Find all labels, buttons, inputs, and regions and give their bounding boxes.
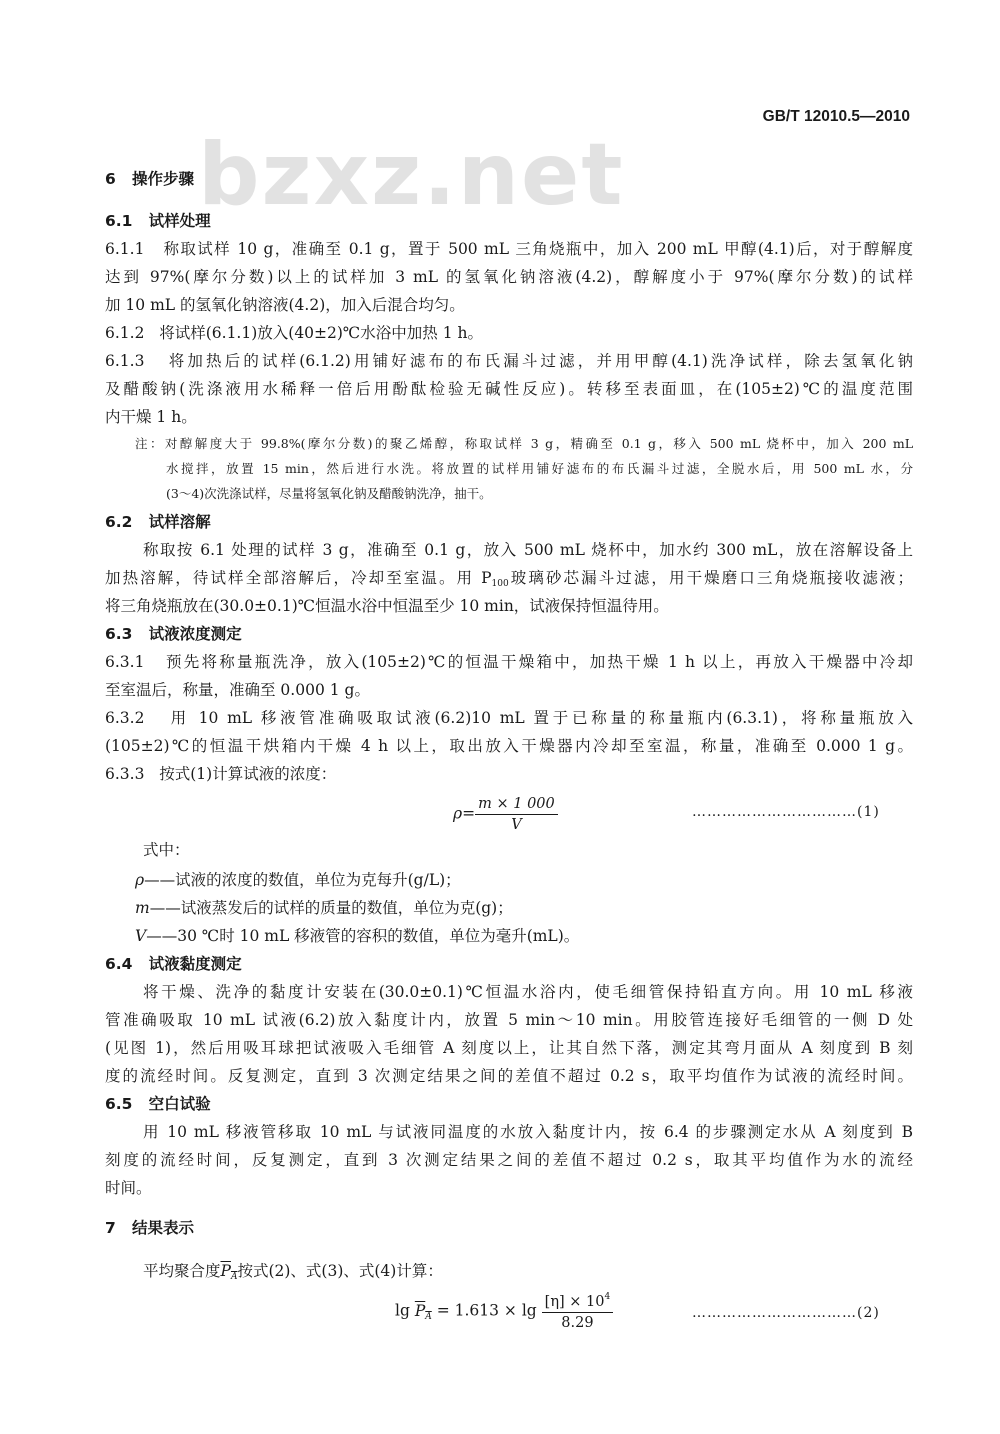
paragraph-text: 平均聚合度 [143, 1262, 221, 1280]
paragraph-text: 按式(2)、式(3)、式(4)计算： [237, 1262, 443, 1280]
paragraph-6-1-3-line-2: 及醋酸钠(洗涤液用水稀释一倍后用酚酞检验无碱性反应)。转移至表面皿，在(105±2)℃的温度范围 [105, 380, 913, 398]
paragraph-6-1-3-line-3: 内干燥 1 h。 [105, 408, 197, 426]
definition: ——30 ℃时 10 mL 移液管的容积的数值，单位为毫升(mL)。 [146, 927, 580, 945]
note-line-2: 水搅拌，放置 15 min，然后进行水洗。将放置的试样用铺好滤布的布氏漏斗过滤，全脱水后，用 500 mL 水，分 [166, 461, 913, 476]
equation-1-number: ……………………………(1) [692, 804, 880, 820]
denominator: 8.29 [561, 1315, 594, 1331]
section-number: 7 [105, 1219, 116, 1237]
clause-number: 6.3.2 [105, 709, 145, 727]
paragraph-6-5-line-3: 时间。 [105, 1179, 152, 1197]
paragraph-6-1-3-line-1 [105, 354, 913, 370]
subsection-number: 6.4 [105, 955, 133, 973]
section-title: 操作步骤 [132, 170, 195, 188]
paragraph-7 [143, 1264, 443, 1282]
paragraph-6-3-3 [105, 767, 336, 783]
paragraph-text: 预先将称量瓶洗净，放入(105±2)℃的恒温干燥箱中，加热干燥 1 h 以上，再放入干燥器中冷却 [166, 653, 914, 671]
paragraph-6-3-2-line-2: (105±2)℃的恒温干烘箱内干燥 4 h 以上，取出放入干燥器内冷却至室温，称量，准确至 0.000 1 g。 [105, 737, 913, 755]
where-label: 式中： [143, 841, 190, 859]
clause-number: 6.3.1 [105, 653, 145, 671]
subscript: A [425, 1311, 432, 1322]
subsection-6-5-heading [105, 1097, 211, 1113]
numerator-text: [η] × 10 [544, 1294, 605, 1310]
subsection-number: 6.2 [105, 513, 133, 531]
section-6-heading [105, 172, 194, 188]
subsection-title: 试样处理 [148, 212, 211, 230]
where-m [135, 901, 513, 917]
rho-symbol: ρ [453, 804, 463, 823]
denominator: V [511, 817, 522, 833]
subsection-title: 试液黏度测定 [148, 955, 242, 973]
subsection-6-3-heading [105, 627, 242, 643]
subsection-number: 6.3 [105, 625, 133, 643]
paragraph-6-4-line-1: 将干燥、洗净的黏度计安装在(30.0±0.1)℃恒温水浴内，使毛细管保持铅直方向。用 10 mL 移液 [143, 983, 913, 1001]
clause-number: 6.3.3 [105, 765, 145, 783]
numerator [542, 1292, 614, 1313]
subsection-title: 试液浓度测定 [148, 625, 242, 643]
subsection-number: 6.5 [105, 1095, 133, 1113]
where-v [135, 929, 579, 945]
symbol: P [414, 1301, 426, 1320]
paragraph-text: 将试样(6.1.1)放入(40±2)℃水浴中加热 1 h。 [159, 324, 483, 342]
where-rho [135, 873, 461, 889]
paragraph-6-1-1-line-3: 加 10 mL 的氢氧化钠溶液(4.2)，加入后混合均匀。 [105, 296, 465, 314]
subscript: A [230, 1272, 238, 1282]
equation-1 [453, 796, 558, 833]
numerator: m × 1 000 [475, 796, 558, 815]
subsection-6-4-heading [105, 957, 242, 973]
paragraph-6-1-1-line-2: 达到 97%(摩尔分数)以上的试样加 3 mL 的氢氧化钠溶液(4.2)，醇解度小于 97%(摩尔分数)的试样 [105, 268, 913, 286]
equation-rhs: = 1.613 × lg [436, 1301, 537, 1320]
paragraph-6-4-line-4: 度的流经时间。反复测定，直到 3 次测定结果之间的差值不超过 0.2 s，取平均值作为试液的流经时间。 [105, 1067, 913, 1085]
paragraph-6-4-line-3: (见图 1)，然后用吸耳球把试液吸入毛细管 A 刻度以上，让其自然下落，测定其弯月面从 A 刻度到 B 刻 [105, 1039, 913, 1057]
symbol: ρ [135, 871, 145, 889]
paragraph-6-3-1-line-1 [105, 655, 913, 671]
standard-number: GB/T 12010.5—2010 [762, 108, 910, 125]
paragraph-text: 加热溶解，待试样全部溶解后，冷却至室温。用 P [105, 569, 492, 587]
symbol: P [220, 1262, 231, 1280]
pa-symbol [221, 1262, 238, 1280]
section-7-heading [105, 1221, 194, 1237]
note-line-3: (3～4)次洗涤试样，尽量将氢氧化钠及醋酸钠洗净，抽干。 [166, 486, 492, 501]
paragraph-text: 玻璃砂芯漏斗过滤，用干燥磨口三角烧瓶接收滤液； [508, 569, 913, 587]
subsection-title: 试样溶解 [148, 513, 211, 531]
paragraph-6-1-1-line-1 [105, 242, 913, 258]
note-line-1: 注：对醇解度大于 99.8%(摩尔分数)的聚乙烯醇，称取试样 3 g，精确至 0.1 g，移入 500 mL 烧杯中，加入 200 mL [135, 436, 913, 451]
paragraph-text: 称取试样 10 g，准确至 0.1 g，置于 500 mL 三角烧瓶中，加入 200 mL 甲醇(4.1)后，对于醇解度 [163, 240, 914, 258]
fraction [475, 796, 558, 833]
paragraph-text: 用 10 mL 移液管准确吸取试液(6.2)10 mL 置于已称量的称量瓶内(6.3.1)，将称量瓶放入 [170, 709, 914, 727]
subsection-title: 空白试验 [148, 1095, 211, 1113]
clause-number: 6.1.1 [105, 240, 145, 258]
equation-2 [395, 1292, 613, 1331]
subsection-number: 6.1 [105, 212, 133, 230]
paragraph-6-2-line-1: 称取按 6.1 处理的试样 3 g，准确至 0.1 g，放入 500 mL 烧杯中，加水约 300 mL，放在溶解设备上 [143, 541, 913, 559]
superscript: 4 [604, 1292, 611, 1302]
paragraph-6-5-line-1: 用 10 mL 移液管移取 10 mL 与试液同温度的水放入黏度计内，按 6.4 的步骤测定水从 A 刻度到 B [143, 1123, 913, 1141]
section-number: 6 [105, 170, 116, 188]
paragraph-text: 按式(1)计算试液的浓度： [159, 765, 337, 783]
clause-number: 6.1.2 [105, 324, 145, 342]
paragraph-6-5-line-2: 刻度的流经时间，反复测定，直到 3 次测定结果之间的差值不超过 0.2 s，取其平均值作为水的流经 [105, 1151, 913, 1169]
paragraph-6-1-2 [105, 326, 483, 342]
definition: ——试液的浓度的数值，单位为克每升(g/L)； [144, 871, 461, 889]
paragraph-6-2-line-3: 将三角烧瓶放在(30.0±0.1)℃恒温水浴中恒温至少 10 min，试液保持恒温待用。 [105, 597, 669, 615]
section-title: 结果表示 [132, 1219, 195, 1237]
paragraph-6-3-1-line-2: 至室温后，称量，准确至 0.000 1 g。 [105, 681, 370, 699]
paragraph-6-4-line-2: 管准确吸取 10 mL 试液(6.2)放入黏度计内，放置 5 min～10 min。用胶管连接好毛细管的一侧 D 处 [105, 1011, 913, 1029]
paragraph-text: 将加热后的试样(6.1.2)用铺好滤布的布氏漏斗过滤，并用甲醇(4.1)洗净试样，除去氢氧化钠 [168, 352, 914, 370]
subsection-6-1-heading [105, 214, 211, 230]
watermark: bzxz.net [198, 125, 625, 225]
equation-2-number: ……………………………(2) [692, 1305, 880, 1321]
clause-number: 6.1.3 [105, 352, 145, 370]
equals-sign: = [462, 804, 476, 823]
symbol: m [135, 899, 150, 917]
pa-symbol [415, 1302, 432, 1320]
symbol: V [135, 927, 147, 945]
definition: ——试液蒸发后的试样的质量的数值，单位为克(g)； [149, 899, 513, 917]
fraction [542, 1292, 614, 1331]
paragraph-6-3-2-line-1 [105, 711, 913, 727]
paragraph-6-2-line-2 [105, 571, 913, 589]
subsection-6-2-heading [105, 515, 211, 531]
lg-label: lg [395, 1301, 410, 1320]
subscript: 100 [491, 579, 509, 589]
